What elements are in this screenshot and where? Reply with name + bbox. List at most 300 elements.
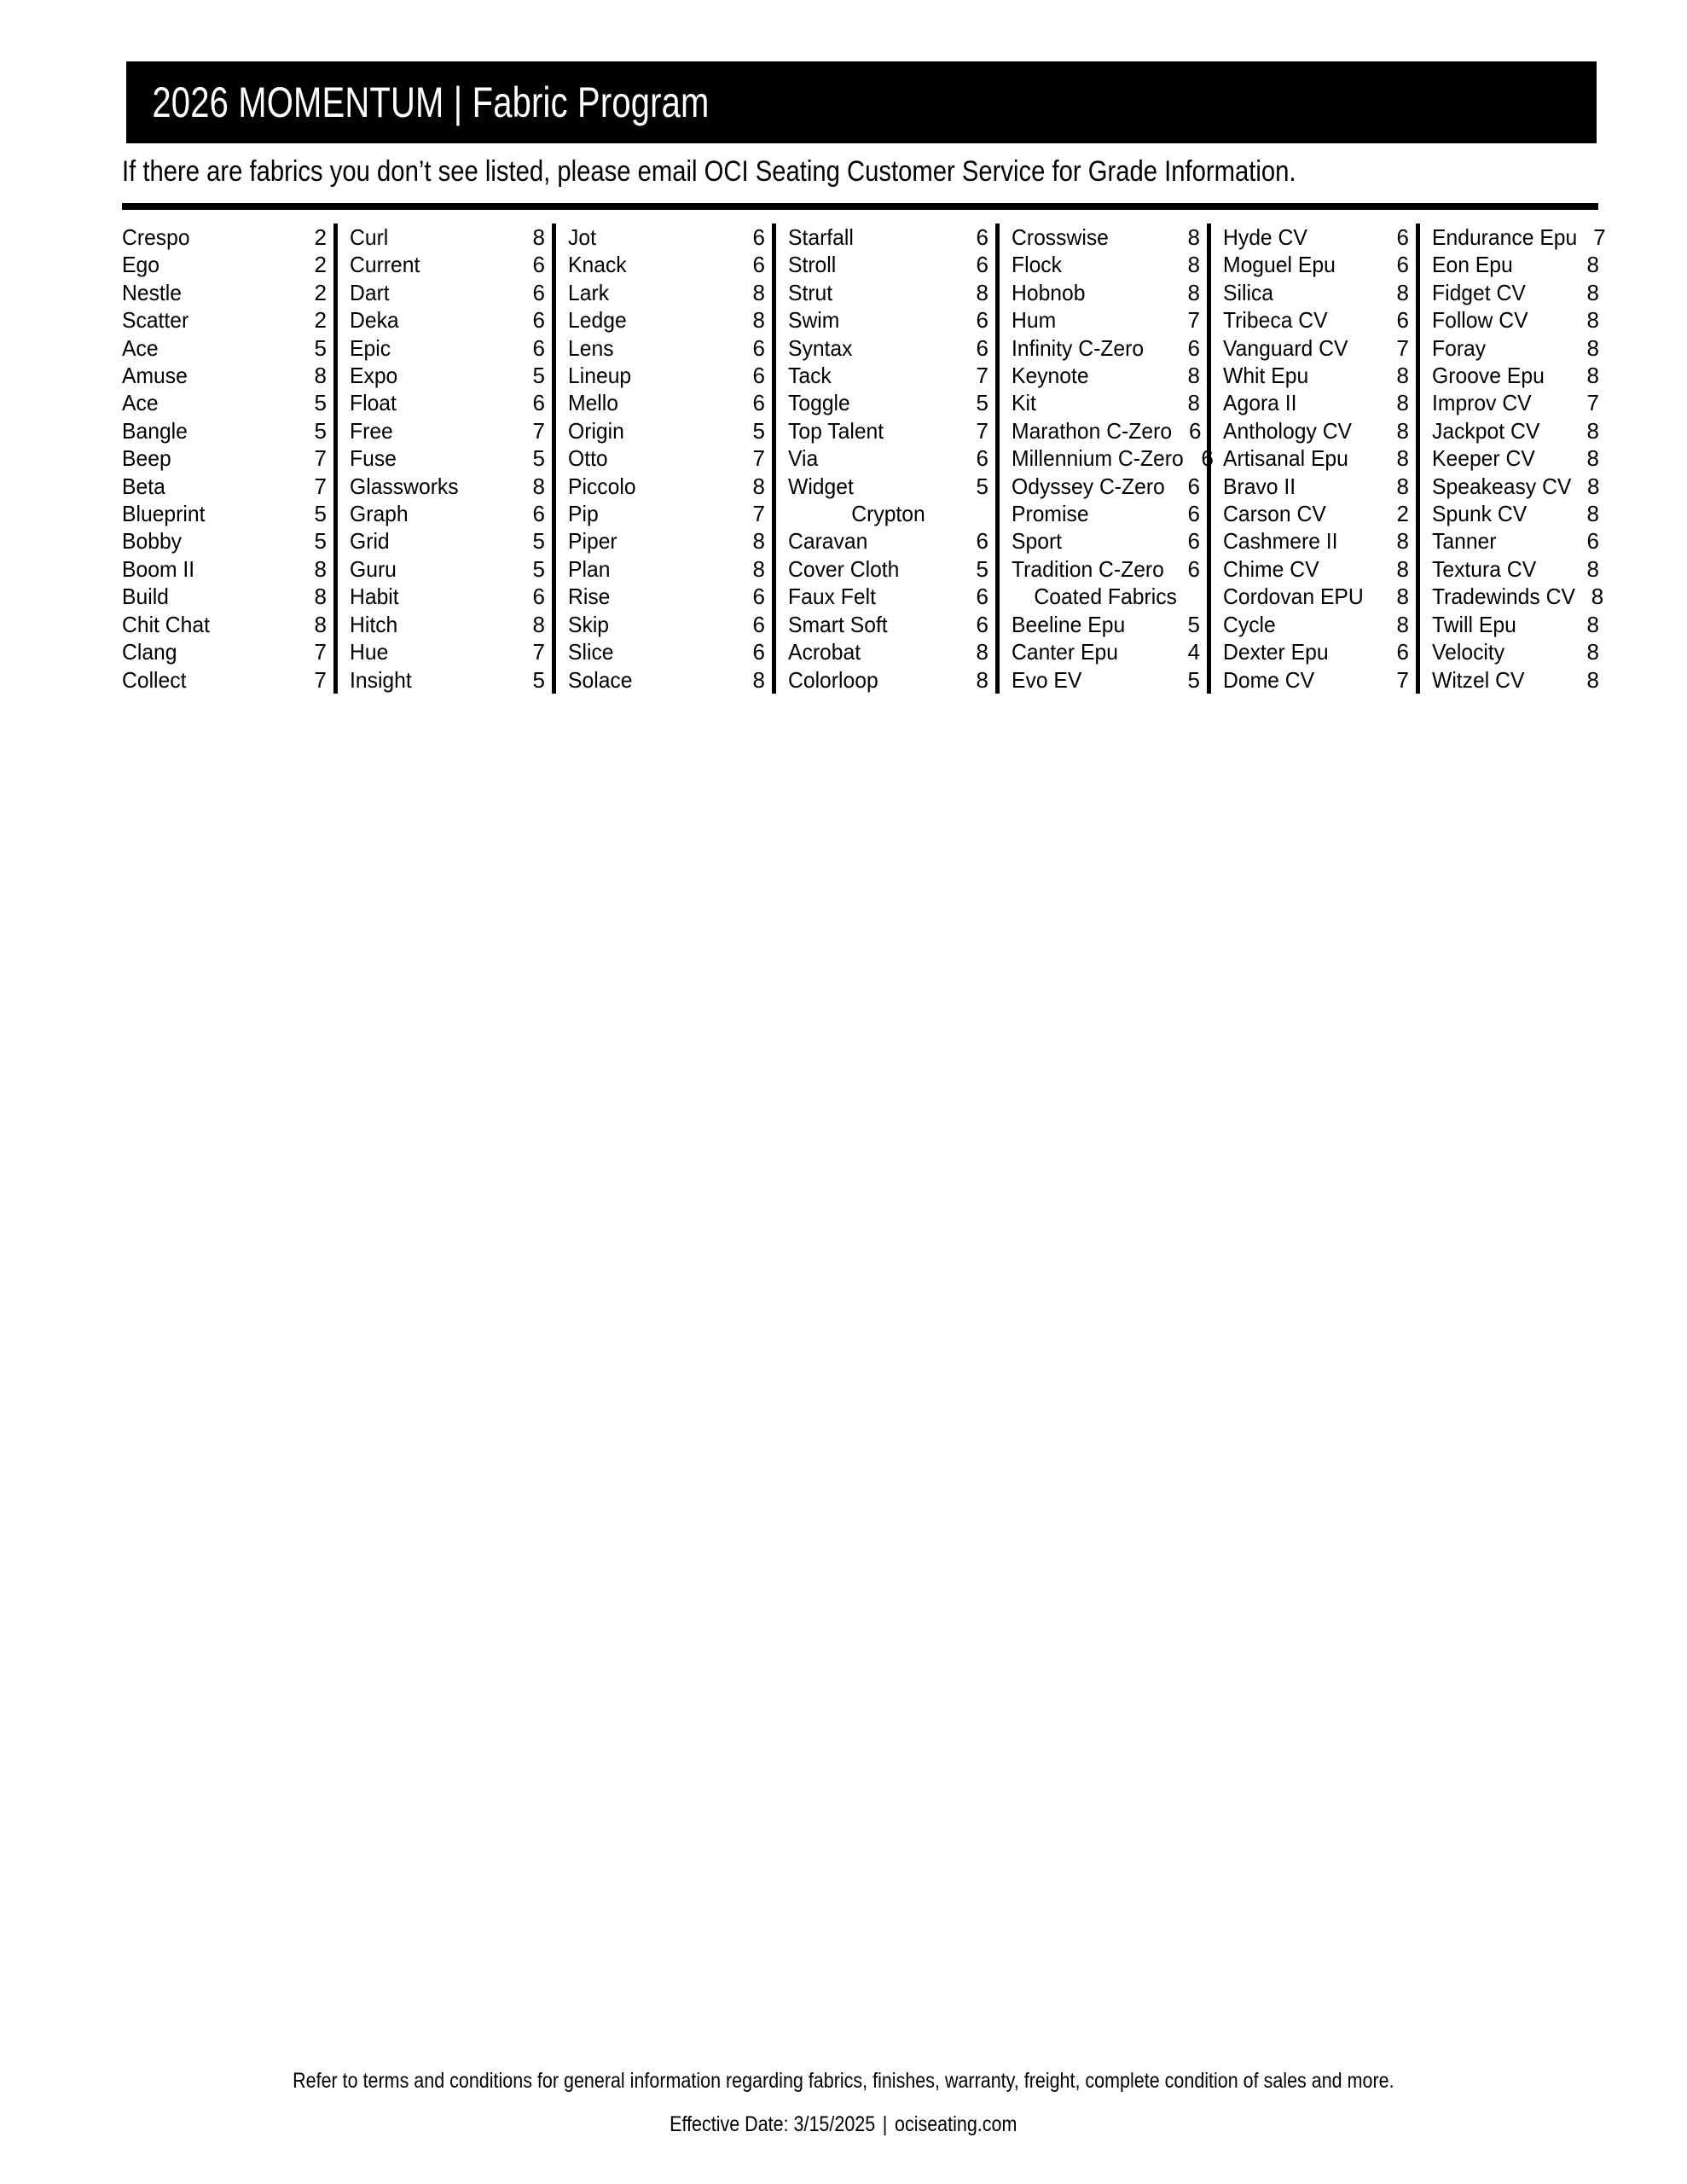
- fabric-grade: 6: [752, 584, 765, 610]
- fabric-column-7: [1416, 224, 1606, 694]
- fabric-name: Ledge: [568, 307, 627, 334]
- fabric-name: Starfall: [788, 224, 854, 250]
- fabric-grade: 6: [1396, 307, 1409, 334]
- fabric-column-body: [776, 224, 995, 694]
- fabric-grade: 5: [314, 417, 327, 444]
- fabric-name: Habit: [350, 584, 399, 610]
- fabric-row: [350, 666, 545, 694]
- fabric-grade: 6: [976, 252, 988, 278]
- fabric-columns: [122, 224, 1606, 694]
- fabric-name: Strut: [788, 279, 833, 305]
- fabric-name: Ace: [122, 390, 159, 416]
- fabric-name: Eon Epu: [1432, 252, 1513, 278]
- fabric-row: [122, 362, 327, 389]
- fabric-grade: 5: [532, 528, 545, 555]
- fabric-name: Pip: [568, 501, 599, 527]
- fabric-row: [568, 444, 765, 472]
- fabric-name: Tradition C-Zero: [1012, 555, 1164, 582]
- fabric-name: Chit Chat: [122, 611, 210, 637]
- fabric-row: [568, 500, 765, 527]
- fabric-name: Tribeca CV: [1223, 307, 1328, 334]
- fabric-row: [788, 555, 988, 583]
- fabric-row: [1223, 527, 1409, 555]
- fabric-name: Anthology CV: [1223, 417, 1353, 444]
- fabric-name: Spunk CV: [1432, 501, 1528, 527]
- fabric-grade: 7: [976, 417, 988, 444]
- fabric-name: Hitch: [350, 611, 398, 637]
- fabric-grade: 6: [752, 334, 765, 361]
- fabric-row: [1223, 224, 1409, 251]
- fabric-grade: 7: [314, 473, 327, 499]
- fabric-row: [1223, 638, 1409, 665]
- fabric-grade: 7: [1396, 334, 1409, 361]
- fabric-grade: 7: [1187, 307, 1200, 334]
- fabric-row: [122, 473, 327, 500]
- fabric-grade: 6: [976, 611, 988, 637]
- fabric-row: [1012, 334, 1200, 362]
- fabric-row: [788, 638, 988, 665]
- fabric-name: Velocity: [1432, 639, 1505, 665]
- fabric-name: Cashmere II: [1223, 528, 1338, 555]
- fabric-row: [1432, 666, 1599, 694]
- fabric-row: [568, 279, 765, 306]
- fabric-column-body: [1000, 224, 1214, 694]
- fabric-row: [1432, 638, 1599, 665]
- footer-website[interactable]: ociseating.com: [895, 2112, 1017, 2136]
- fabric-grade: 5: [976, 555, 988, 582]
- fabric-name: Widget: [788, 473, 854, 499]
- fabric-name: Smart Soft: [788, 611, 888, 637]
- fabric-grade: 8: [1396, 417, 1409, 444]
- fabric-grade: 7: [1593, 224, 1606, 250]
- fabric-name: Cover Cloth: [788, 555, 900, 582]
- fabric-grade: 8: [1187, 224, 1200, 250]
- fabric-name: Plan: [568, 555, 611, 582]
- fabric-row: [1432, 334, 1599, 362]
- fabric-grade: 8: [1396, 473, 1409, 499]
- fabric-grade: 6: [1188, 417, 1202, 444]
- fabric-grade: 7: [1396, 666, 1409, 693]
- fabric-row: [350, 306, 545, 334]
- fabric-name: Artisanal Epu: [1223, 445, 1348, 472]
- fabric-name: Faux Felt: [788, 584, 876, 610]
- fabric-grade: 7: [976, 363, 988, 389]
- fabric-row: [568, 611, 765, 638]
- fabric-row: [568, 389, 765, 416]
- fabric-row: [788, 279, 988, 306]
- fabric-row: [568, 334, 765, 362]
- fabric-name: Speakeasy CV: [1432, 473, 1572, 499]
- fabric-grade: 5: [1187, 666, 1200, 693]
- fabric-name: Clang: [122, 639, 177, 665]
- fabric-row: [122, 306, 327, 334]
- fabric-grade: 8: [1586, 279, 1599, 305]
- fabric-row: [568, 555, 765, 583]
- fabric-name: Rise: [568, 584, 611, 610]
- fabric-row: [122, 389, 327, 416]
- fabric-column-1: [122, 224, 333, 694]
- fabric-grade: 5: [976, 390, 988, 416]
- fabric-name: Hyde CV: [1223, 224, 1307, 250]
- fabric-name: Graph: [350, 501, 409, 527]
- page-footer: [0, 2069, 1687, 2137]
- fabric-grade: 6: [532, 252, 545, 278]
- fabric-name: Expo: [350, 363, 398, 389]
- fabric-name: Bravo II: [1223, 473, 1296, 499]
- fabric-row: [350, 279, 545, 306]
- fabric-row: [122, 279, 327, 306]
- fabric-grade: 8: [1586, 334, 1599, 361]
- fabric-grade: 5: [532, 666, 545, 693]
- fabric-name: Syntax: [788, 334, 853, 361]
- fabric-row: [568, 473, 765, 500]
- fabric-name: Toggle: [788, 390, 850, 416]
- fabric-grade: 7: [752, 445, 765, 472]
- fabric-row: [1223, 417, 1409, 444]
- fabric-row: [1432, 500, 1599, 527]
- fabric-grade: 8: [1586, 417, 1599, 444]
- fabric-row: [122, 527, 327, 555]
- fabric-grade: 8: [532, 224, 545, 250]
- fabric-row: [350, 500, 545, 527]
- fabric-name: Keynote: [1012, 363, 1089, 389]
- fabric-name: Current: [350, 252, 420, 278]
- fabric-name: Textura CV: [1432, 555, 1537, 582]
- fabric-grade: 6: [752, 390, 765, 416]
- fabric-row: [568, 638, 765, 665]
- fabric-grade: 5: [976, 473, 988, 499]
- fabric-row: [1223, 279, 1409, 306]
- fabric-name: Piccolo: [568, 473, 636, 499]
- fabric-column-6: [1207, 224, 1416, 694]
- fabric-row: [350, 389, 545, 416]
- fabric-grade: 4: [1187, 639, 1200, 665]
- fabric-name: Promise: [1012, 501, 1089, 527]
- fabric-grade: 8: [1187, 390, 1200, 416]
- fabric-column-body: [1420, 224, 1606, 694]
- fabric-name: Flock: [1012, 252, 1063, 278]
- fabric-grade: 8: [1591, 584, 1604, 610]
- fabric-grade: 8: [1187, 363, 1200, 389]
- fabric-grade: 8: [752, 473, 765, 499]
- fabric-name: Millennium C-Zero: [1012, 445, 1184, 472]
- fabric-name: Origin: [568, 417, 624, 444]
- fabric-grade: 2: [314, 224, 327, 250]
- fabric-row: [788, 334, 988, 362]
- fabric-column-body: [556, 224, 772, 694]
- fabric-row: [1223, 666, 1409, 694]
- fabric-grade: 6: [1187, 501, 1200, 527]
- fabric-row: [350, 583, 545, 610]
- fabric-row: [350, 473, 545, 500]
- fabric-name: Beeline Epu: [1012, 611, 1126, 637]
- fabric-name: Collect: [122, 666, 187, 693]
- fabric-name: Nestle: [122, 279, 183, 305]
- fabric-grade: 6: [532, 501, 545, 527]
- fabric-group-label: Crypton: [851, 501, 925, 527]
- subtitle-note: If there are fabrics you don’t see listed, please email OCI Seating Customer Service for Grade Information.: [122, 155, 1296, 188]
- fabric-row: [350, 611, 545, 638]
- fabric-grade: 5: [752, 417, 765, 444]
- fabric-name: Jackpot CV: [1432, 417, 1540, 444]
- fabric-row: [788, 527, 988, 555]
- fabric-grade: 8: [314, 555, 327, 582]
- fabric-grade: 8: [752, 279, 765, 305]
- fabric-grade: 6: [752, 611, 765, 637]
- fabric-grade: 8: [752, 666, 765, 693]
- fabric-grade: 6: [1396, 639, 1409, 665]
- fabric-group-label: Coated Fabrics: [1034, 584, 1178, 610]
- fabric-name: Cycle: [1223, 611, 1276, 637]
- fabric-name: Beta: [122, 473, 165, 499]
- fabric-name: Hobnob: [1012, 279, 1086, 305]
- fabric-name: Hue: [350, 639, 389, 665]
- fabric-row: [1012, 611, 1200, 638]
- fabric-row: [1012, 527, 1200, 555]
- fabric-grade: 6: [1396, 224, 1409, 250]
- fabric-name: Amuse: [122, 363, 188, 389]
- fabric-row: [1012, 306, 1200, 334]
- fabric-name: Glassworks: [350, 473, 459, 499]
- fabric-row: [122, 444, 327, 472]
- fabric-row: [122, 417, 327, 444]
- fabric-name: Tack: [788, 363, 832, 389]
- fabric-row: [788, 417, 988, 444]
- fabric-row: [1432, 306, 1599, 334]
- fabric-name: Infinity C-Zero: [1012, 334, 1145, 361]
- fabric-grade: 2: [1396, 501, 1409, 527]
- header-banner: [126, 61, 1597, 143]
- fabric-row: [122, 251, 327, 278]
- fabric-grade: 6: [532, 279, 545, 305]
- fabric-row: [1432, 611, 1599, 638]
- fabric-grade: 6: [532, 334, 545, 361]
- fabric-name: Canter Epu: [1012, 639, 1118, 665]
- fabric-row: [1012, 251, 1200, 278]
- fabric-name: Evo EV: [1012, 666, 1082, 693]
- fabric-grade: 8: [976, 639, 988, 665]
- fabric-grade: 7: [532, 417, 545, 444]
- fabric-grade: 7: [1586, 390, 1599, 416]
- fabric-row: [568, 527, 765, 555]
- fabric-row: [122, 334, 327, 362]
- fabric-row: [1012, 389, 1200, 416]
- footer-terms-text: Refer to terms and conditions for general information regarding fabrics, finishes, warranty, freight, complete condition of sales and more.: [293, 2069, 1394, 2093]
- fabric-grade: 6: [532, 584, 545, 610]
- fabric-row: [568, 666, 765, 694]
- fabric-name: Free: [350, 417, 393, 444]
- fabric-grade: 7: [532, 639, 545, 665]
- fabric-row: [1223, 611, 1409, 638]
- fabric-grade: 6: [752, 639, 765, 665]
- fabric-row: [1432, 473, 1599, 500]
- fabric-row: [350, 362, 545, 389]
- fabric-name: Skip: [568, 611, 610, 637]
- fabric-row: [1432, 279, 1599, 306]
- fabric-row: [1432, 417, 1599, 444]
- fabric-grade: 8: [752, 307, 765, 334]
- fabric-group-subheading: [1012, 583, 1200, 610]
- fabric-grade: 6: [976, 307, 988, 334]
- fabric-grade: 6: [1201, 445, 1214, 472]
- header-divider-rule: [122, 203, 1598, 210]
- fabric-column-3: [552, 224, 772, 694]
- fabric-grade: 6: [1187, 555, 1200, 582]
- fabric-row: [1223, 555, 1409, 583]
- fabric-name: Beep: [122, 445, 171, 472]
- fabric-name: Follow CV: [1432, 307, 1528, 334]
- fabric-row: [1432, 444, 1599, 472]
- fabric-name: Boom II: [122, 555, 195, 582]
- fabric-grade: 6: [1187, 473, 1200, 499]
- fabric-row: [788, 251, 988, 278]
- fabric-grade: 6: [976, 584, 988, 610]
- fabric-grade: 6: [532, 307, 545, 334]
- fabric-row: [350, 555, 545, 583]
- fabric-column-5: [995, 224, 1214, 694]
- fabric-grade: 6: [532, 390, 545, 416]
- fabric-grade: 6: [1187, 528, 1200, 555]
- fabric-name: Grid: [350, 528, 390, 555]
- fabric-grade: 6: [976, 334, 988, 361]
- fabric-name: Curl: [350, 224, 389, 250]
- fabric-name: Endurance Epu: [1432, 224, 1578, 250]
- fabric-grade: 8: [1396, 363, 1409, 389]
- fabric-name: Carson CV: [1223, 501, 1326, 527]
- fabric-grade: 8: [1396, 555, 1409, 582]
- fabric-name: Colorloop: [788, 666, 878, 693]
- footer-effective-date: Effective Date: 3/15/2025: [670, 2112, 876, 2136]
- fabric-row: [1432, 251, 1599, 278]
- fabric-name: Deka: [350, 307, 399, 334]
- fabric-name: Vanguard CV: [1223, 334, 1348, 361]
- fabric-grade: 8: [314, 611, 327, 637]
- fabric-name: Improv CV: [1432, 390, 1532, 416]
- fabric-grade: 5: [314, 528, 327, 555]
- fabric-name: Mello: [568, 390, 619, 416]
- fabric-row: [350, 527, 545, 555]
- fabric-name: Fidget CV: [1432, 279, 1526, 305]
- fabric-name: Caravan: [788, 528, 868, 555]
- fabric-group-subheading: [788, 500, 988, 527]
- fabric-name: Dome CV: [1223, 666, 1315, 693]
- fabric-name: Slice: [568, 639, 614, 665]
- fabric-name: Witzel CV: [1432, 666, 1525, 693]
- fabric-name: Guru: [350, 555, 397, 582]
- fabric-row: [1432, 362, 1599, 389]
- fabric-name: Kit: [1012, 390, 1036, 416]
- fabric-row: [788, 611, 988, 638]
- fabric-name: Blueprint: [122, 501, 206, 527]
- fabric-name: Agora II: [1223, 390, 1297, 416]
- fabric-grade: 6: [976, 224, 988, 250]
- fabric-name: Scatter: [122, 307, 189, 334]
- fabric-grade: 8: [1396, 445, 1409, 472]
- footer-separator: |: [883, 2112, 888, 2136]
- fabric-name: Otto: [568, 445, 608, 472]
- fabric-grade: 8: [1396, 584, 1409, 610]
- fabric-grade: 8: [1586, 639, 1599, 665]
- fabric-name: Chime CV: [1223, 555, 1319, 582]
- fabric-grade: 8: [976, 666, 988, 693]
- fabric-grade: 8: [1586, 611, 1599, 637]
- fabric-grade: 8: [1396, 611, 1409, 637]
- fabric-grade: 8: [1187, 252, 1200, 278]
- fabric-grade: 2: [314, 307, 327, 334]
- fabric-grade: 8: [1396, 528, 1409, 555]
- fabric-row: [788, 362, 988, 389]
- fabric-name: Float: [350, 390, 397, 416]
- fabric-name: Jot: [568, 224, 596, 250]
- fabric-grade: 5: [314, 390, 327, 416]
- fabric-grade: 8: [1187, 279, 1200, 305]
- fabric-row: [122, 500, 327, 527]
- fabric-row: [350, 444, 545, 472]
- fabric-row: [788, 583, 988, 610]
- fabric-grade: 5: [314, 501, 327, 527]
- fabric-row: [568, 224, 765, 251]
- fabric-grade: 8: [752, 555, 765, 582]
- fabric-row: [788, 306, 988, 334]
- fabric-grade: 2: [314, 252, 327, 278]
- fabric-grade: 8: [752, 528, 765, 555]
- fabric-grade: 8: [1586, 473, 1600, 499]
- fabric-row: [1223, 473, 1409, 500]
- fabric-row: [1012, 444, 1214, 472]
- fabric-grade: 8: [314, 584, 327, 610]
- fabric-row: [1012, 555, 1200, 583]
- fabric-row: [1223, 500, 1409, 527]
- fabric-grade: 8: [1586, 501, 1599, 527]
- fabric-name: Lineup: [568, 363, 632, 389]
- fabric-row: [1432, 583, 1604, 610]
- fabric-grade: 8: [1586, 555, 1599, 582]
- fabric-row: [122, 638, 327, 665]
- fabric-grade: 6: [976, 445, 988, 472]
- fabric-row: [1012, 279, 1200, 306]
- fabric-name: Lark: [568, 279, 610, 305]
- fabric-grade: 8: [1396, 279, 1409, 305]
- fabric-row: [568, 417, 765, 444]
- fabric-name: Lens: [568, 334, 614, 361]
- fabric-row: [788, 444, 988, 472]
- fabric-grade: 6: [1187, 334, 1200, 361]
- fabric-column-4: [772, 224, 995, 694]
- fabric-grade: 8: [314, 363, 327, 389]
- fabric-row: [788, 666, 988, 694]
- fabric-name: Acrobat: [788, 639, 861, 665]
- fabric-row: [122, 666, 327, 694]
- fabric-grade: 8: [1586, 363, 1599, 389]
- fabric-row: [1012, 473, 1200, 500]
- fabric-name: Twill Epu: [1432, 611, 1516, 637]
- fabric-name: Knack: [568, 252, 627, 278]
- fabric-name: Groove Epu: [1432, 363, 1545, 389]
- fabric-row: [1012, 638, 1200, 665]
- fabric-name: Foray: [1432, 334, 1487, 361]
- fabric-name: Piper: [568, 528, 617, 555]
- fabric-name: Ace: [122, 334, 159, 361]
- fabric-row: [1432, 224, 1606, 251]
- fabric-grade: 6: [976, 528, 988, 555]
- fabric-grade: 6: [1396, 252, 1409, 278]
- fabric-row: [122, 611, 327, 638]
- fabric-row: [1223, 444, 1409, 472]
- fabric-row: [1012, 500, 1200, 527]
- fabric-row: [122, 224, 327, 251]
- fabric-grade: 8: [1586, 445, 1599, 472]
- fabric-name: Keeper CV: [1432, 445, 1535, 472]
